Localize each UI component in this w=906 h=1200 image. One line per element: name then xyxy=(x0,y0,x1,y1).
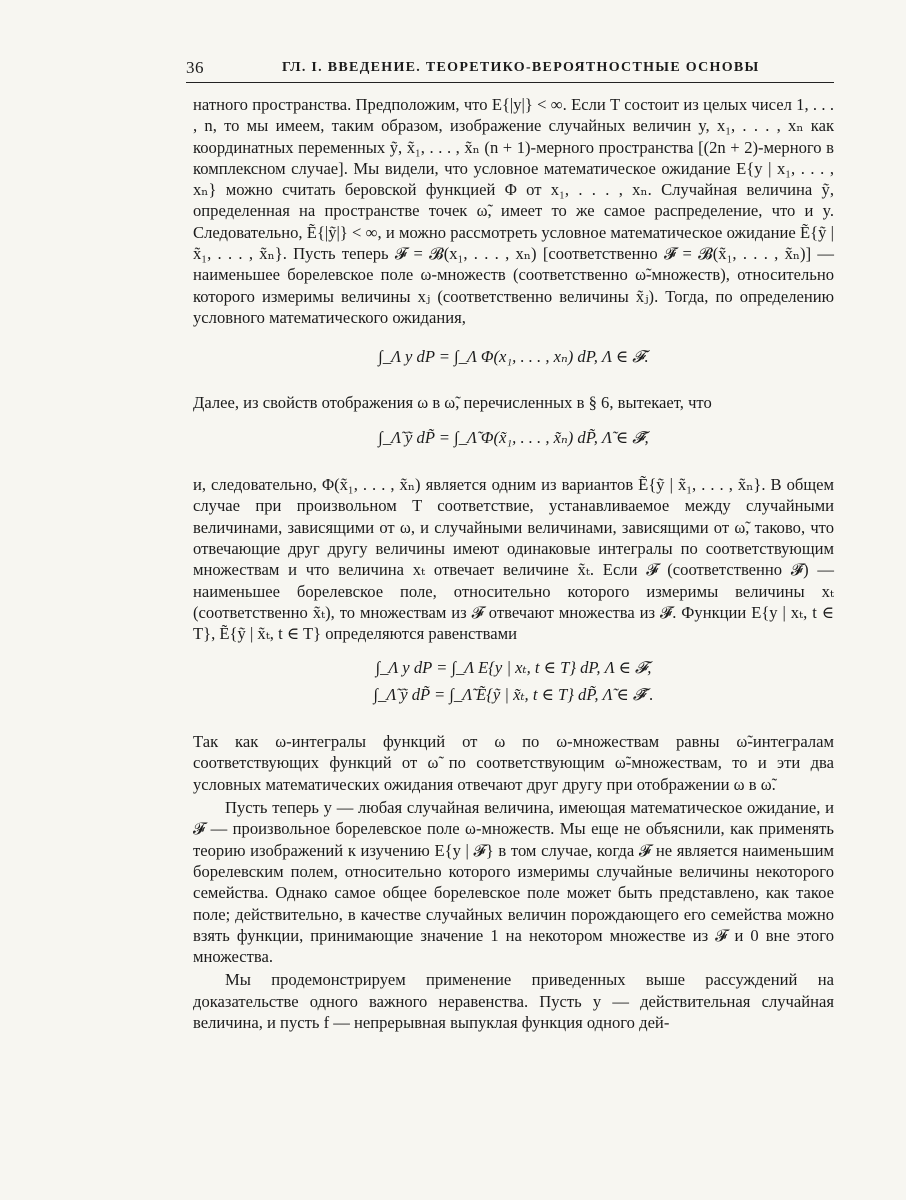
running-title: ГЛ. I. ВВЕДЕНИЕ. ТЕОРЕТИКО-ВЕРОЯТНОСТНЫЕ ОСНОВЫ xyxy=(282,60,760,75)
page-header xyxy=(186,58,834,83)
page-number: 36 xyxy=(186,58,204,77)
equation-3: ∫_Λ y dP = ∫_Λ E{y | xₜ, t ∈ T} dP, Λ ∈ 𝓕, xyxy=(375,657,652,677)
paragraph-4: Так как ω-интегралы функций от ω по ω-множествам равны ω̃-интегралам соответствующих функций от ω̃ по соответствующим ω̃-множествам, то и эти два условных математических ожидания отвечают друг другу при отображении ω в ω̃. xyxy=(193,732,834,794)
paragraph-6: Мы продемонстрируем применение приведенных выше рассуждений на доказательстве одного важного неравенства. Пусть y — действительная случайная величина, и пусть f — непрерывная выпуклая функция одного дей- xyxy=(193,970,834,1032)
paragraph-3: и, следовательно, Φ(x̃₁, . . . , x̃ₙ) является одним из вариантов Ẽ{ỹ | x̃₁, . . . , x̃ₙ}. В общем случае при произвольном T соответствие, устанавливаемое между случайными величинами, зависящими от ω, и случайными величинами, зависящими от ω̃, таково, что отвечающие друг другу величины имеют одинаковые интегралы по соответствующим множествам и что величина xₜ отвечает величине x̃ₜ. Если 𝓕 (соответственно 𝓕̃) — наименьшее борелевское поле, относительно которого измеримы величины xₜ (соответственно x̃ₜ), то множествам из 𝓕 отвечают множества из 𝓕̃. Функции E{y | xₜ, t ∈ T}, Ẽ{ỹ | x̃ₜ, t ∈ T} определяются равенствами xyxy=(193,475,834,644)
paragraph-5: Пусть теперь y — любая случайная величина, имеющая математическое ожидание, и 𝓕 — произвольное борелевское поле ω-множеств. Мы еще не объяснили, как применять теорию изображений к изучению E{y | 𝓕} в том случае, когда 𝓕 не является наименьшим борелевским полем, относительно которого измеримы случайные величины некоторого семейства. Однако самое общее борелевское поле может быть представлено, как такое поле; действительно, в качестве случайных величин порождающего его семейства можно взять функции, принимающие значение 1 на некотором множестве из 𝓕 и 0 вне этого множества. xyxy=(193,798,834,967)
equation-1: ∫_Λ y dP = ∫_Λ Φ(x₁, . . . , xₙ) dP, Λ ∈ 𝓕. xyxy=(378,347,649,367)
paragraph-1: натного пространства. Предположим, что E{|y|} < ∞. Если T состоит из целых чисел 1, . . . , n, то мы имеем, таким образом, изображение случайных величин y, x₁, . . . , xₙ как координатных переменных ỹ, x̃₁, . . . , x̃ₙ (n + 1)-мерного пространства [(2n + 2)-мерного в комплексном случае]. Мы видели, что условное математическое ожидание E{y | x₁, . . . , xₙ} можно считать беровской функцией Φ от x₁, . . . , xₙ. Случайная величина ỹ, определенная на пространстве точек ω̃, имеет то же самое распределение, что и y. Следовательно, Ẽ{|ỹ|} < ∞, и можно рассмотреть условное математическое ожидание Ẽ{ỹ | x̃₁, . . . , x̃ₙ}. Пусть теперь 𝓕 = 𝓑(x₁, . . . , xₙ) [соответственно 𝓕̃ = 𝓑(x̃₁, . . . , x̃ₙ)] — наименьшее борелевское поле ω-множеств (соответственно ω̃-множеств), относительно которого измеримы величины xⱼ (соответственно величины x̃ⱼ). Тогда, по определению условного математического ожидания, xyxy=(193,95,834,327)
equation-4: ∫_Λ̃ ỹ dP̃ = ∫_Λ̃ Ẽ{ỹ | x̃ₜ, t ∈ T} dP̃, Λ̃ ∈ 𝓕̃ . xyxy=(373,684,654,704)
page-body xyxy=(193,94,834,1033)
equation-2: ∫_Λ̃ ỹ dP̃ = ∫_Λ̃ Φ(x̃₁, . . . , x̃ₙ) dP̃, Λ̃ ∈ 𝓕̃, xyxy=(378,427,649,447)
paragraph-2: Далее, из свойств отображения ω в ω̃, перечисленных в § 6, вытекает, что xyxy=(193,392,712,412)
